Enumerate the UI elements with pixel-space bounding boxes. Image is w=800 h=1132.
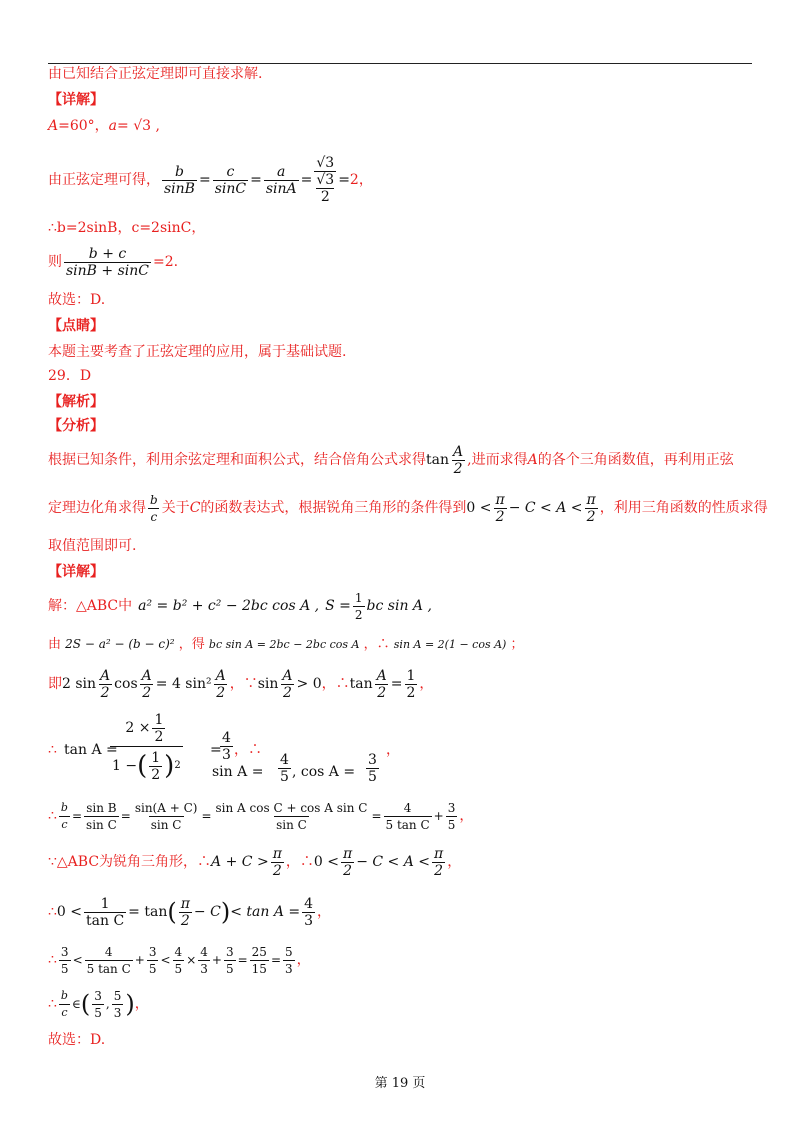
detail-line-1: 解：△ABC中 a² = b² + c² − 2bc cos A , S = $\frac{1}{2}$ bc sin A , — [48, 590, 432, 622]
heading-solution: 【解析】 — [48, 394, 104, 410]
page-number: 第 19 页 — [374, 1076, 426, 1091]
heading-detail-2: 【详解】 — [48, 564, 104, 580]
detail-line-6: ∵△ABC为锐角三角形，∴ A + C > $\frac{\pi}{2}$ ，∴ 0 < $\frac{\pi}{2}$ − C < A < $\frac{\pi}{2}$ ， — [48, 845, 462, 879]
heading-detail: 【详解】 — [48, 92, 104, 108]
question-29-answer: 29．D — [48, 368, 92, 384]
detail-line-9: ∴ $\frac{b}{c}$ ∈ ( $\frac{3}{5}$ , $\frac{5}{3}$ ) ， — [48, 988, 149, 1020]
heading-comment: 【点睛】 — [48, 318, 104, 334]
detail-line-7: ∴ 0 < $\frac{1}{\text{tan C}}$ = tan ( $\frac{\pi}{2}$ − C ) < tan A = $\frac{4}{3}$ ， — [48, 895, 332, 929]
b-c-expression: ∴b=2sinB，c=2sinC， — [48, 220, 206, 236]
analysis-summary: 由已知结合正弦定理即可直接求解. — [48, 66, 263, 82]
detail-line-2: 由 2S − a² − (b − c)² ，得 bc sin A = 2bc − 2bc cos A ，∴ sin A = 2(1 − cos A) ； — [48, 637, 524, 652]
analysis-line-3: 取值范围即可. — [48, 538, 137, 554]
heading-analysis: 【分析】 — [48, 418, 104, 434]
ratio-line: 则 $\frac{b + c}{\sin B + \sin C}$ =2. — [48, 245, 179, 279]
answer-line-1: 故选：D. — [48, 292, 106, 308]
given-values: A=60°，a= √3 , — [48, 118, 160, 134]
analysis-line-1: 根据已知条件，利用余弦定理和面积公式，结合倍角公式求得 tan $\frac{A}{2}$ ,进而求得 A 的各个三角函数值，再利用正弦 — [48, 443, 734, 477]
detail-line-5: ∴ $\frac{b}{c}$ = $\frac{\text{sin B}}{\text{sin C}}$ = $\frac{\sin(A + C)}{\text{sin C}}$ = $\frac{\text{sin A cos C + cos A sin C}}{\text{sin C}}$ = $\frac{4}{\text{5 tan C}}$ + $\frac{3}{5}$ ， — [48, 800, 474, 832]
comment-text: 本题主要考查了正弦定理的应用，属于基础试题. — [48, 344, 347, 360]
sine-rule-line: 由正弦定理可得， $\frac{b}{\sin B}$ = $\frac{c}{\sin C}$ = $\frac{a}{\sin A}$ = √3 √3 2 = 2， — [48, 155, 373, 205]
detail-line-8: ∴ $\frac{3}{5}$ < $\frac{4}{\text{5 tan C}}$ + $\frac{3}{5}$ < $\frac{4}{5}$ × $\frac{4}{3}$ + $\frac{3}{5}$ = $\frac{25}{15}$ = $\frac{5}{3}$ ， — [48, 944, 311, 976]
analysis-line-2: 定理边化角求得 $\frac{b}{c}$ 关于 C 的函数表达式，根据锐角三角形的条件得到 0 < $\frac{\pi}{2}$ − C < A < $\frac{\pi}{2}$ ，利用三角函数的性质求得 — [48, 491, 768, 525]
answer-line-2: 故选：D. — [48, 1032, 106, 1048]
detail-line-3: 即 2 sin $\frac{A}{2}$ cos $\frac{A}{2}$ = 4 sin² $\frac{A}{2}$ ，∵ sin $\frac{A}{2}$ > 0 ，∴ tan $\frac{A}{2}$ = $\frac{1}{2}$ ， — [48, 667, 434, 701]
